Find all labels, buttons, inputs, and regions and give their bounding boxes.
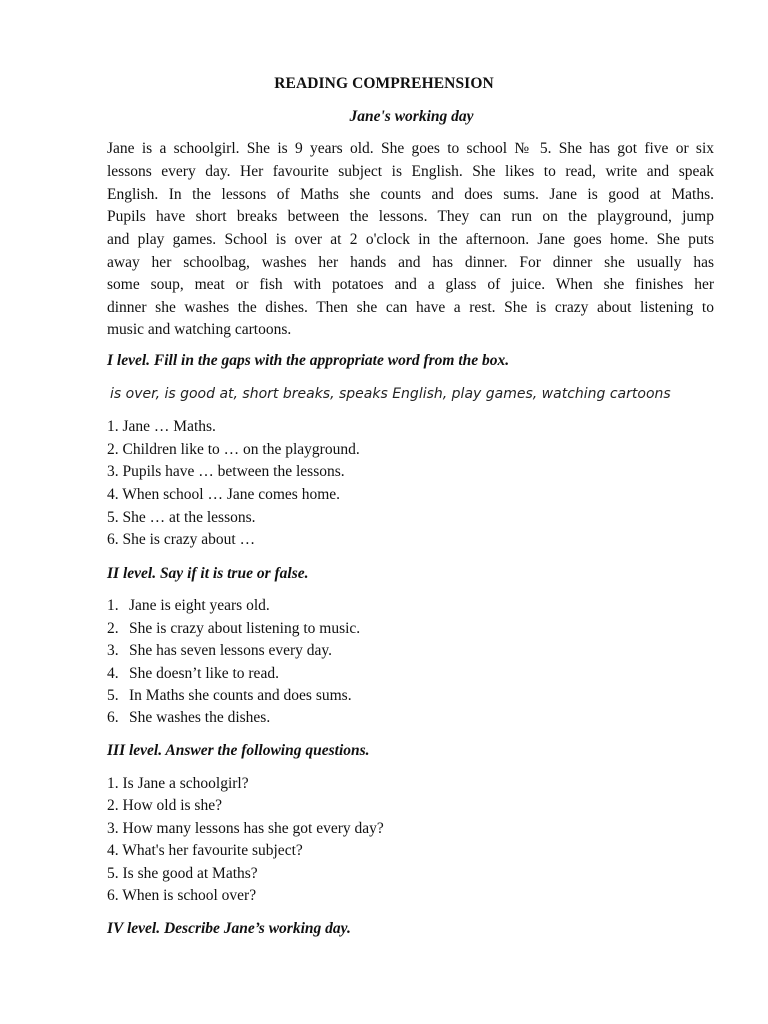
word-box: is over, is good at, short breaks, speaks English, play games, watching cartoons (110, 386, 671, 402)
item-text: She washes the dishes. (129, 709, 271, 726)
paragraph-line: English. In the lessons of Maths she counts and does sums. Jane is good at Maths. (107, 186, 714, 203)
item-text: She doesn’t like to read. (129, 665, 279, 682)
list-item (107, 665, 279, 683)
paragraph-line: lessons every day. Her favourite subject is English. She likes to read, write and speak (107, 163, 714, 180)
list-item: 3. How many lessons has she got every day? (107, 820, 384, 837)
list-item: 6. When is school over? (107, 887, 257, 904)
paragraph-line: away her schoolbag, washes her hands and has dinner. For dinner she usually has (107, 254, 714, 271)
list-item: 6. She is crazy about … (107, 531, 256, 548)
item-text: In Maths she counts and does sums. (129, 687, 352, 704)
paragraph-line: Pupils have short breaks between the lessons. They can run on the playground, jump (107, 208, 714, 225)
list-item (107, 687, 352, 705)
item-number: 5. (107, 687, 119, 704)
level3-heading: III level. Answer the following questions. (107, 742, 370, 759)
list-item (107, 597, 270, 615)
item-number: 1. (107, 597, 119, 614)
paragraph-line: dinner she washes the dishes. Then she can have a rest. She is crazy about listening to (107, 299, 714, 316)
paragraph-line: and play games. School is over at 2 o'clock in the afternoon. Jane goes home. She puts (107, 231, 714, 248)
level1-heading: I level. Fill in the gaps with the appropriate word from the box. (107, 352, 510, 369)
list-item: 5. She … at the lessons. (107, 509, 256, 526)
item-number: 4. (107, 665, 119, 682)
item-text: She is crazy about listening to music. (129, 620, 361, 637)
item-text: Jane is eight years old. (129, 597, 270, 614)
list-item: 2. Children like to … on the playground. (107, 441, 360, 458)
list-item (107, 642, 332, 660)
level4-heading: IV level. Describe Jane’s working day. (107, 920, 351, 937)
item-text: She has seven lessons every day. (129, 642, 333, 659)
level2-heading: II level. Say if it is true or false. (107, 565, 309, 582)
text-subtitle: Jane's working day (349, 108, 474, 125)
list-item: 3. Pupils have … between the lessons. (107, 463, 345, 480)
item-number: 6. (107, 709, 119, 726)
item-number: 2. (107, 620, 119, 637)
list-item: 4. What's her favourite subject? (107, 842, 303, 859)
page-title: READING COMPREHENSION (274, 75, 494, 92)
item-number: 3. (107, 642, 119, 659)
paragraph-line: music and watching cartoons. (107, 321, 292, 338)
list-item: 4. When school … Jane comes home. (107, 486, 341, 503)
paragraph-line: some soup, meat or fish with potatoes and a glass of juice. When she finishes her (107, 276, 714, 293)
paragraph-line: Jane is a schoolgirl. She is 9 years old. She goes to school № 5. She has got five or six (107, 140, 714, 157)
list-item: 1. Is Jane a schoolgirl? (107, 775, 249, 792)
list-item: 2. How old is she? (107, 797, 222, 814)
list-item: 5. Is she good at Maths? (107, 865, 258, 882)
list-item: 1. Jane … Maths. (107, 418, 216, 435)
list-item (107, 709, 270, 727)
list-item (107, 620, 360, 638)
